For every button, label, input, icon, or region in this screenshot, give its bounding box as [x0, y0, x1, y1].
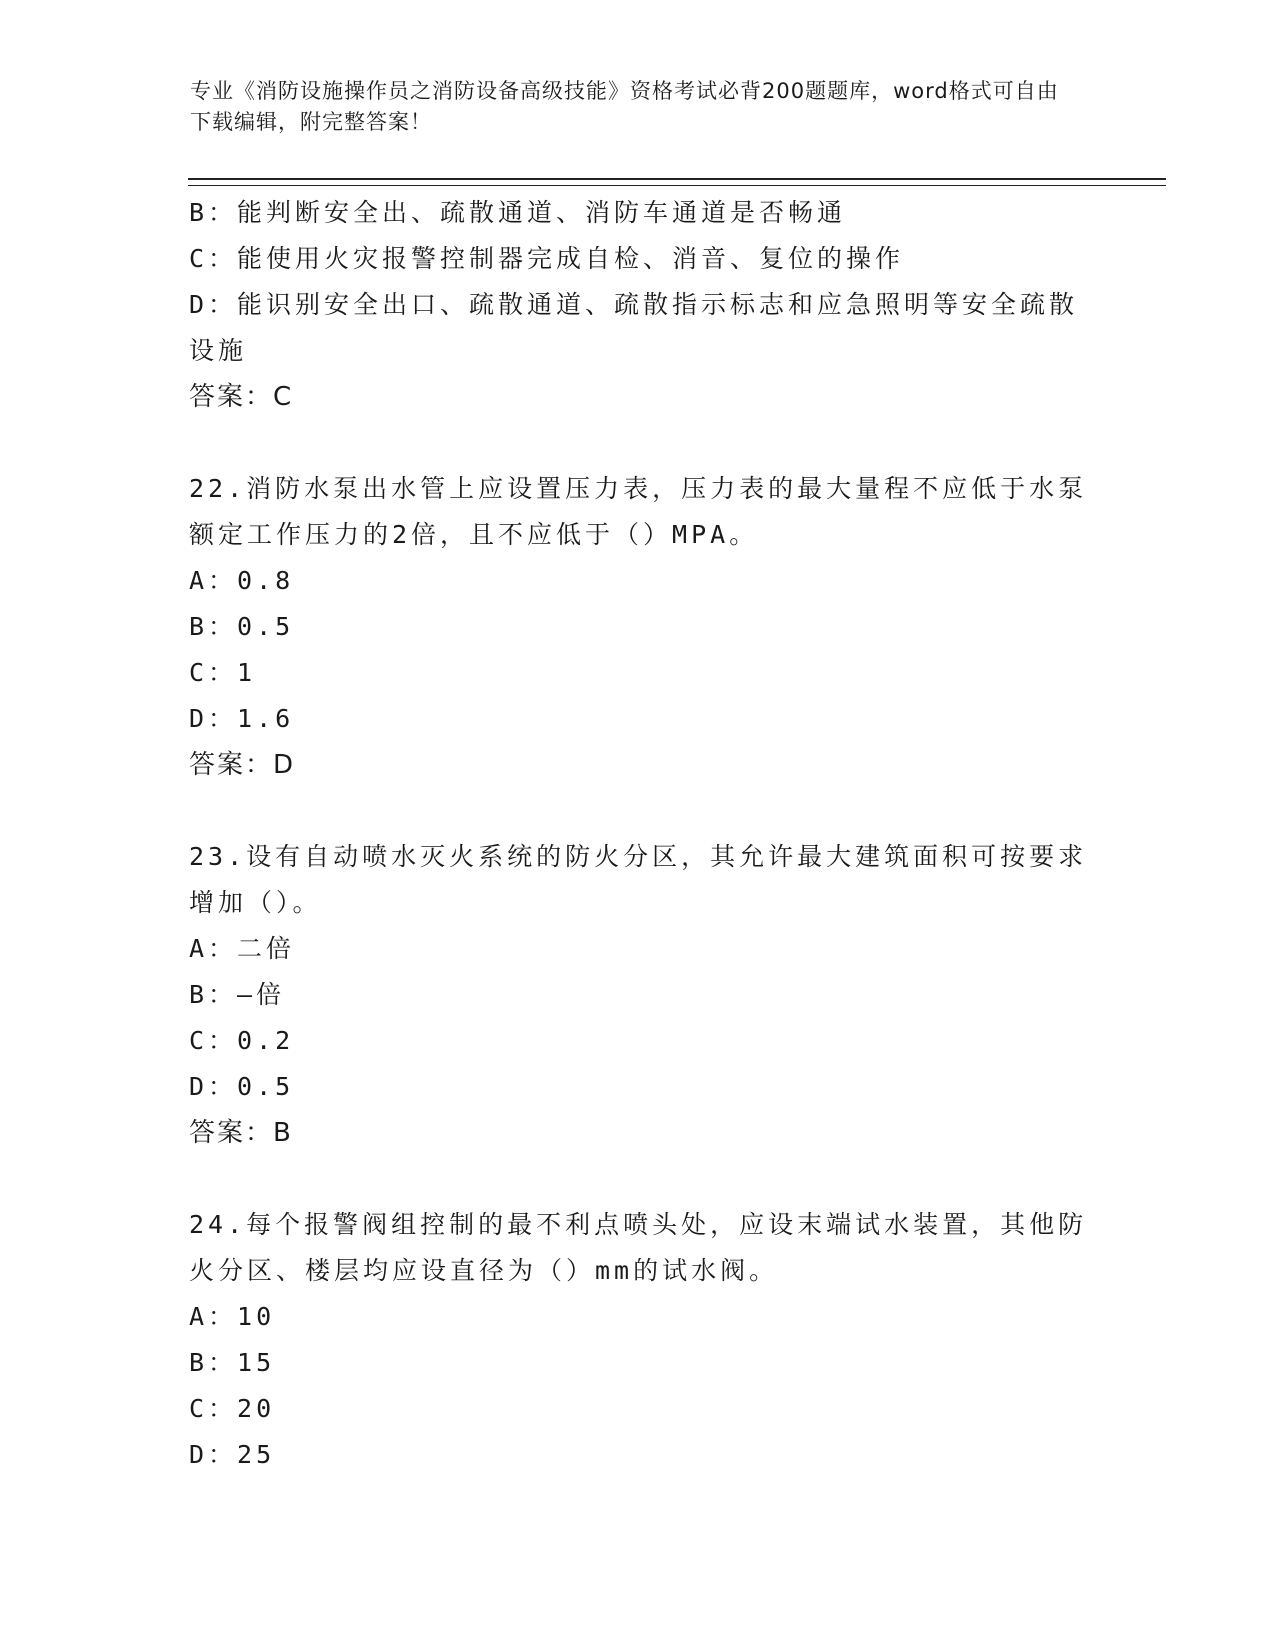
question-stem: 24.每个报警阀组控制的最不利点喷头处，应设末端试水装置，其他防火分区、楼层均应设直径为（）mm的试水阀。: [189, 1210, 1088, 1285]
option-d: D：0.5: [189, 1072, 295, 1101]
option-c: C：20: [189, 1394, 276, 1423]
option-c: C：能使用火灾报警控制器完成自检、消音、复位的操作: [189, 244, 905, 273]
document-header: [190, 76, 1080, 138]
option-b: B：15: [189, 1348, 276, 1377]
option-a: A：10: [189, 1302, 276, 1331]
option-a: A：二倍: [189, 934, 296, 963]
question-22: [189, 466, 1089, 788]
header-rule-thick: [188, 178, 1166, 180]
option-b: B：—倍: [189, 980, 286, 1009]
answer-line: 答案：C: [189, 382, 294, 412]
option-d: D：能识别安全出口、疏散通道、疏散指示标志和应急照明等安全疏散设施: [189, 290, 1079, 365]
answer-line: 答案：B: [189, 1118, 293, 1148]
option-c: C：0.2: [189, 1026, 295, 1055]
document-body: [189, 190, 1089, 1478]
question-stem: 22.消防水泵出水管上应设置压力表，压力表的最大量程不应低于水泵额定工作压力的2倍，且不应低于（）MPA。: [189, 474, 1088, 549]
question-23: [189, 834, 1089, 1156]
answer-line: 答案：D: [189, 750, 296, 780]
option-b: B：能判断安全出、疏散通道、消防车通道是否畅通: [189, 198, 847, 227]
header-rule-thin: [188, 185, 1166, 186]
option-d: D：25: [189, 1440, 276, 1469]
option-b: B：0.5: [189, 612, 295, 641]
document-title: 专业《消防设施操作员之消防设备高级技能》资格考试必背200题题库，word格式可自由下载编辑，附完整答案！: [190, 79, 1059, 134]
option-c: C：1: [189, 658, 257, 687]
option-d: D：1.6: [189, 704, 295, 733]
option-a: A：0.8: [189, 566, 295, 595]
question-stem: 23.设有自动喷水灭火系统的防火分区，其允许最大建筑面积可按要求增加（）。: [189, 842, 1088, 917]
question-21-tail: [189, 190, 1089, 420]
question-24: [189, 1202, 1089, 1478]
